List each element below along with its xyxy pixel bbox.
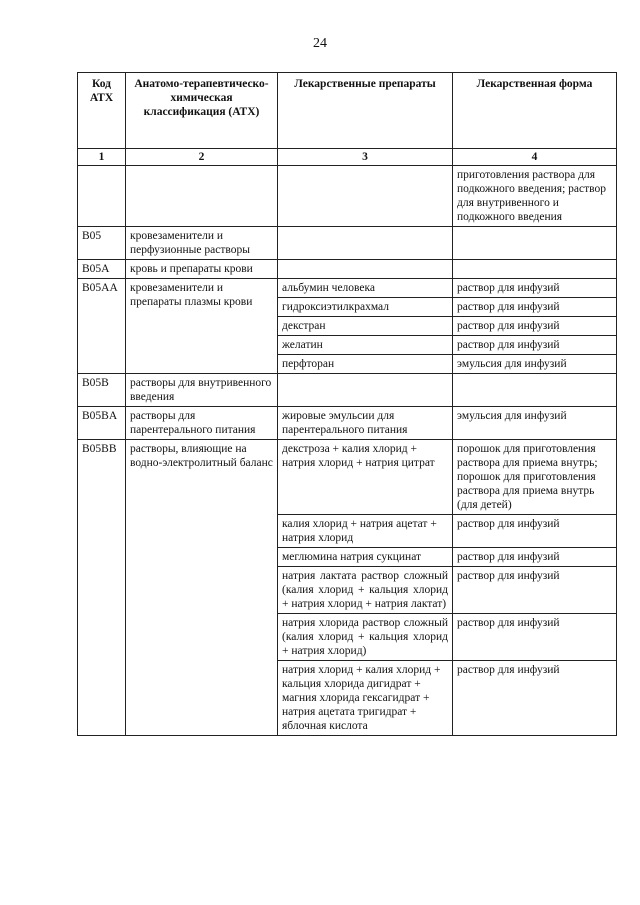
atx-code: B05BB	[78, 440, 126, 736]
drug-form: раствор для инфузий	[453, 567, 617, 614]
drug-form: раствор для инфузий	[453, 279, 617, 298]
drug-form: порошок для приготовления раствора для приема внутрь; порошок для приготовления раствора для приема внутрь (для детей)	[453, 440, 617, 515]
drug-name: декстроза + калия хлорид + натрия хлорид + натрия цитрат	[278, 440, 453, 515]
table-row	[78, 166, 617, 227]
continuation-form-cell: приготовления раствора для подкожного введения; раствор для внутривенного и подкожного введения	[453, 166, 617, 227]
table-row	[78, 440, 617, 515]
column-number: 1	[78, 149, 126, 166]
header-drugs: Лекарственные препараты	[278, 73, 453, 149]
page-number: 24	[313, 36, 327, 51]
drug-name: натрия лактата раствор сложный (калия хлорид + кальция хлорид + натрия хлорид + натрия лактат)	[278, 567, 453, 614]
atx-code: B05A	[78, 260, 126, 279]
table-row	[78, 374, 617, 407]
table-row	[78, 279, 617, 298]
drug-form: раствор для инфузий	[453, 515, 617, 548]
atx-table	[77, 72, 617, 736]
drug-name: гидроксиэтилкрахмал	[278, 298, 453, 317]
header-form: Лекарственная форма	[453, 73, 617, 149]
atx-group-name: кровезаменители и препараты плазмы крови	[126, 279, 278, 374]
drug-name: натрия хлорида раствор сложный (калия хлорид + кальция хлорид + натрия хлорид)	[278, 614, 453, 661]
table-row	[78, 260, 617, 279]
drug-name: натрия хлорид + калия хлорид + кальция хлорида дигидрат + магния хлорида гексагидрат + натрия ацетата тригидрат + яблочная кислота	[278, 661, 453, 736]
column-number: 3	[278, 149, 453, 166]
atx-code: B05BA	[78, 407, 126, 440]
table-row	[78, 227, 617, 260]
atx-group-name: растворы для внутривенного введения	[126, 374, 278, 407]
drug-form: эмульсия для инфузий	[453, 355, 617, 374]
atx-group-name: растворы для парентерального питания	[126, 407, 278, 440]
header-code: Код АТХ	[78, 73, 126, 149]
drug-form: раствор для инфузий	[453, 614, 617, 661]
drug-name: желатин	[278, 336, 453, 355]
atx-group-name: кровь и препараты крови	[126, 260, 278, 279]
drug-name: альбумин человека	[278, 279, 453, 298]
atx-code: B05	[78, 227, 126, 260]
atx-group-name: растворы, влияющие на водно-электролитный баланс	[126, 440, 278, 736]
drug-form: эмульсия для инфузий	[453, 407, 617, 440]
atx-code: B05B	[78, 374, 126, 407]
drug-form: раствор для инфузий	[453, 317, 617, 336]
drug-name: калия хлорид + натрия ацетат + натрия хлорид	[278, 515, 453, 548]
drug-form: раствор для инфузий	[453, 661, 617, 736]
atx-group-name: кровезаменители и перфузионные растворы	[126, 227, 278, 260]
header-row	[78, 73, 617, 149]
header-classification: Анатомо-терапевтическо-химическая классификация (АТХ)	[126, 73, 278, 149]
drug-form: раствор для инфузий	[453, 336, 617, 355]
drug-name: перфторан	[278, 355, 453, 374]
drug-name: жировые эмульсии для парентерального питания	[278, 407, 453, 440]
atx-code: B05AA	[78, 279, 126, 374]
drug-name: меглюмина натрия сукцинат	[278, 548, 453, 567]
column-number: 2	[126, 149, 278, 166]
column-number: 4	[453, 149, 617, 166]
column-numbers-row	[78, 149, 617, 166]
drug-form: раствор для инфузий	[453, 298, 617, 317]
drug-form: раствор для инфузий	[453, 548, 617, 567]
drug-name: декстран	[278, 317, 453, 336]
table-row	[78, 407, 617, 440]
